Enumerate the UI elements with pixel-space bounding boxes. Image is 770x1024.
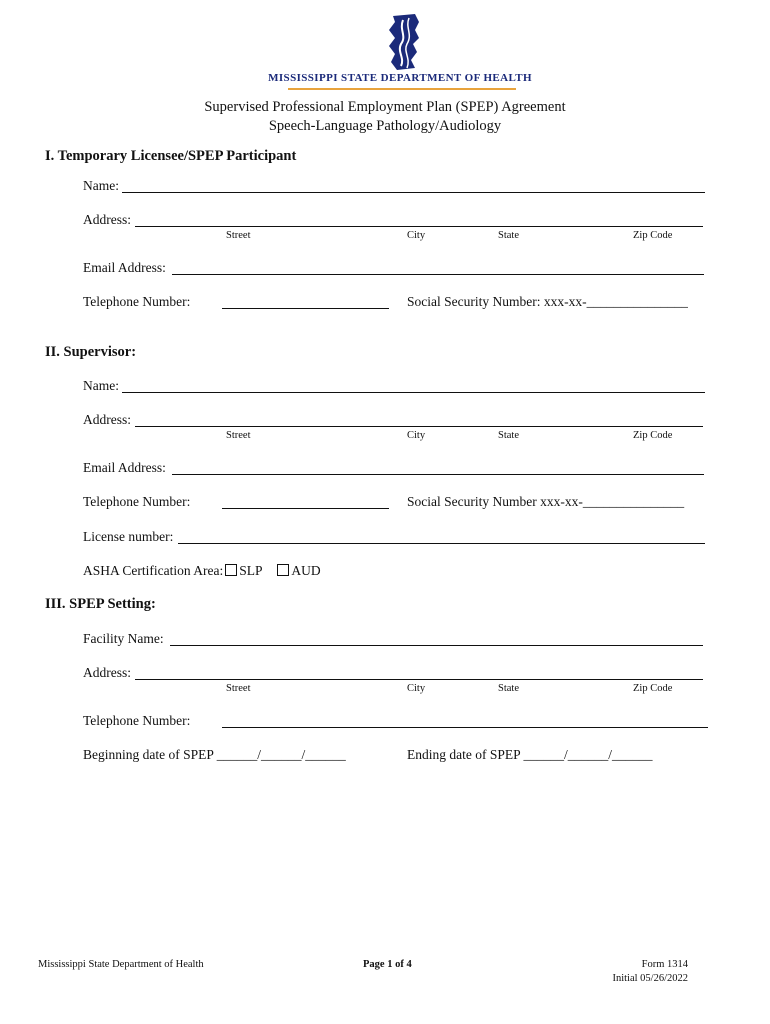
participant-email-field[interactable] [172, 274, 704, 275]
license-number-label: License number: [83, 529, 174, 544]
facility-phone-label: Telephone Number: [83, 713, 191, 728]
org-name: MISSISSIPPI STATE DEPARTMENT OF HEALTH [268, 72, 532, 84]
footer-page-number: Page 1 of 4 [363, 959, 412, 970]
participant-name-label: Name: [83, 178, 119, 193]
supervisor-phone-field[interactable] [222, 508, 389, 509]
supervisor-city-caption: City [407, 430, 426, 441]
supervisor-name-field[interactable] [122, 392, 705, 393]
participant-address-label: Address: [83, 212, 131, 227]
supervisor-street-caption: Street [226, 430, 251, 441]
page-subtitle: Speech-Language Pathology/Audiology [268, 118, 502, 134]
section-2-heading: II. Supervisor: [45, 344, 137, 360]
footer-form-number: Form 1314 [641, 959, 688, 970]
supervisor-email-label: Email Address: [83, 460, 166, 475]
participant-name-field[interactable] [122, 192, 705, 193]
section-1-heading: I. Temporary Licensee/SPEP Participant [45, 148, 297, 164]
mississippi-state-logo [375, 12, 445, 74]
participant-street-caption: Street [226, 230, 251, 241]
slp-label: SLP [239, 563, 262, 578]
supervisor-state-caption: State [498, 430, 519, 441]
supervisor-address-label: Address: [83, 412, 131, 427]
footer-org: Mississippi State Department of Health [38, 959, 204, 970]
supervisor-ssn-field[interactable]: Social Security Number xxx-xx-_______________ [407, 494, 685, 509]
asha-certification-label: ASHA Certification Area: [83, 563, 224, 578]
section-3-heading: III. SPEP Setting: [45, 596, 156, 612]
participant-city-caption: City [407, 230, 426, 241]
facility-city-caption: City [407, 683, 426, 694]
participant-address-field[interactable] [135, 226, 703, 227]
aud-checkbox[interactable] [277, 564, 289, 576]
facility-street-caption: Street [226, 683, 251, 694]
facility-name-field[interactable] [170, 645, 703, 646]
supervisor-zip-caption: Zip Code [633, 430, 673, 441]
page-title: Supervised Professional Employment Plan (SPEP) Agreement [204, 99, 566, 115]
aud-label: AUD [291, 563, 321, 578]
supervisor-address-field[interactable] [135, 426, 703, 427]
supervisor-phone-label: Telephone Number: [83, 494, 191, 509]
facility-state-caption: State [498, 683, 519, 694]
participant-state-caption: State [498, 230, 519, 241]
asha-certification-row [83, 563, 321, 579]
participant-ssn-field[interactable]: Social Security Number: xxx-xx-_______________ [407, 294, 688, 309]
facility-name-label: Facility Name: [83, 631, 164, 646]
footer-initial-date: Initial 05/26/2022 [612, 973, 688, 984]
end-date-field[interactable]: Ending date of SPEP ______/______/______ [407, 747, 653, 762]
facility-address-label: Address: [83, 665, 131, 680]
facility-zip-caption: Zip Code [633, 683, 673, 694]
participant-phone-label: Telephone Number: [83, 294, 191, 309]
supervisor-email-field[interactable] [172, 474, 704, 475]
participant-email-label: Email Address: [83, 260, 166, 275]
participant-phone-field[interactable] [222, 308, 389, 309]
facility-phone-field[interactable] [222, 727, 708, 728]
org-rule [288, 88, 516, 90]
participant-zip-caption: Zip Code [633, 230, 673, 241]
begin-date-field[interactable]: Beginning date of SPEP ______/______/______ [83, 747, 346, 762]
slp-checkbox[interactable] [225, 564, 237, 576]
facility-address-field[interactable] [135, 679, 703, 680]
supervisor-name-label: Name: [83, 378, 119, 393]
license-number-field[interactable] [178, 543, 705, 544]
